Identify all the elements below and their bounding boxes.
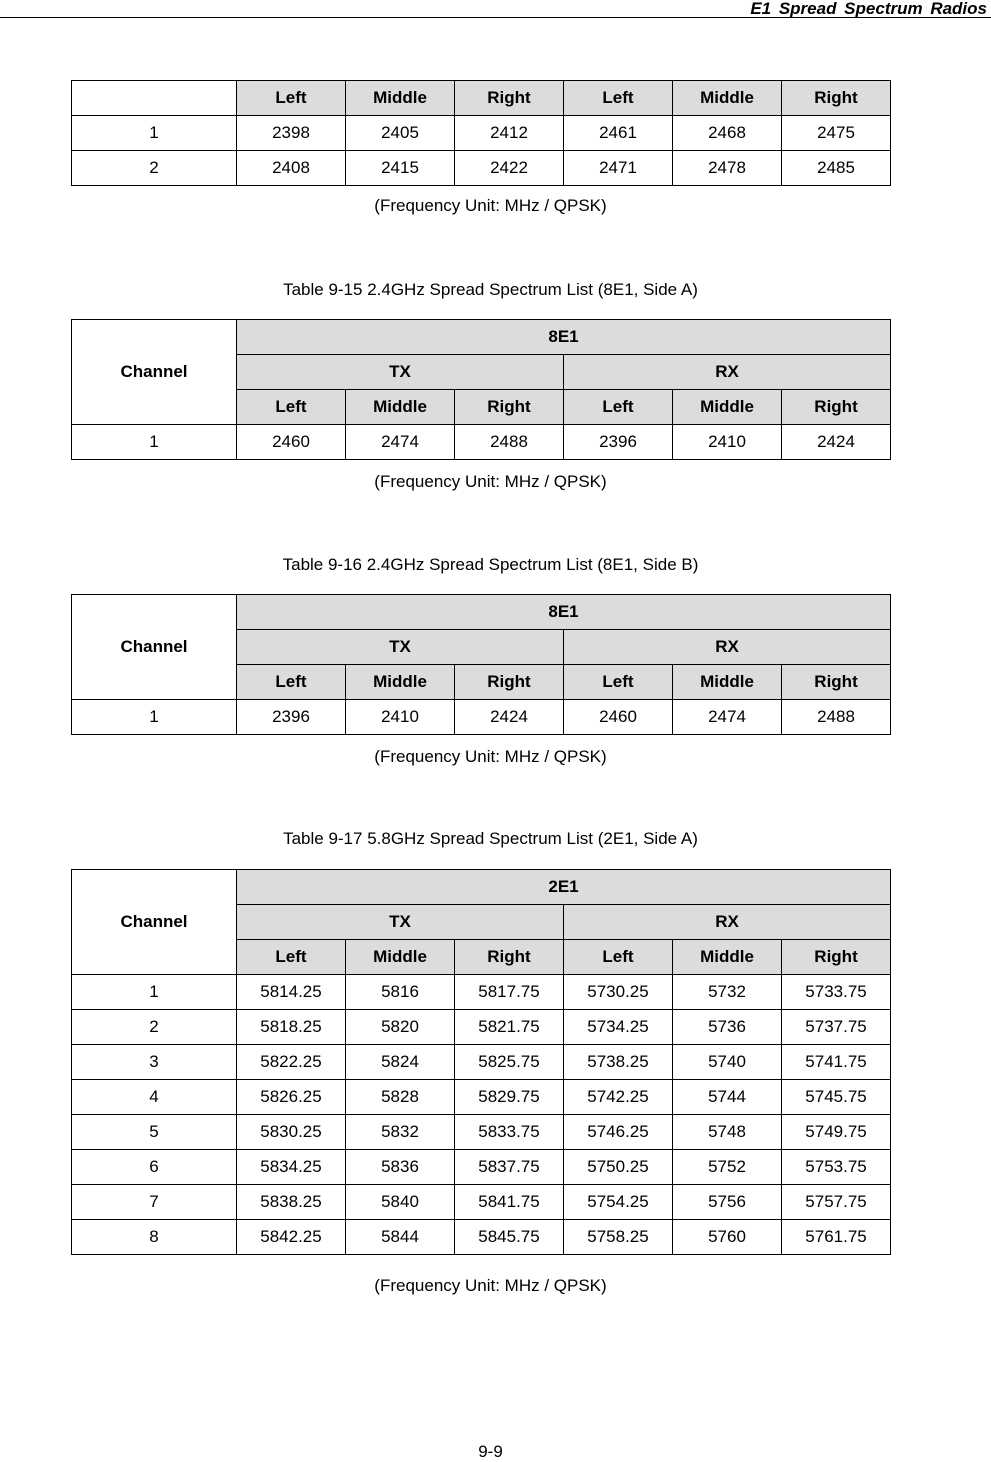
column-header-rx-left: Left: [564, 665, 673, 700]
column-header-rx-left: Left: [564, 81, 673, 116]
group-header: 8E1: [237, 595, 891, 630]
column-header-rx-right: Right: [782, 940, 891, 975]
column-header-rx-right: Right: [782, 665, 891, 700]
frequency-cell: 2474: [346, 425, 455, 460]
frequency-cell: 5744: [673, 1080, 782, 1115]
frequency-cell: 5753.75: [782, 1150, 891, 1185]
column-header-rx-middle: Middle: [673, 390, 782, 425]
table-row: [72, 1080, 891, 1115]
column-header-blank: [72, 81, 237, 116]
frequency-cell: 5818.25: [237, 1010, 346, 1045]
frequency-cell: 5832: [346, 1115, 455, 1150]
channel-cell: 5: [72, 1115, 237, 1150]
frequency-table-9-17: [71, 869, 891, 1255]
frequency-cell: 2474: [673, 700, 782, 735]
frequency-cell: 2405: [346, 116, 455, 151]
frequency-cell: 5756: [673, 1185, 782, 1220]
column-header-tx-middle: Middle: [346, 665, 455, 700]
column-header-rx-middle: Middle: [673, 81, 782, 116]
table-row: [72, 1010, 891, 1045]
frequency-cell: 5746.25: [564, 1115, 673, 1150]
rx-header: RX: [564, 355, 891, 390]
frequency-cell: 2396: [564, 425, 673, 460]
channel-cell: 7: [72, 1185, 237, 1220]
frequency-cell: 2471: [564, 151, 673, 186]
column-header-tx-middle: Middle: [346, 940, 455, 975]
table-row: [72, 1045, 891, 1080]
frequency-cell: 2460: [237, 425, 346, 460]
table-header-row: [72, 595, 891, 630]
frequency-cell: 5741.75: [782, 1045, 891, 1080]
column-header-tx-right: Right: [455, 665, 564, 700]
frequency-cell: 5760: [673, 1220, 782, 1255]
column-header-tx-middle: Middle: [346, 81, 455, 116]
channel-cell: 1: [72, 425, 237, 460]
group-header: 8E1: [237, 320, 891, 355]
frequency-cell: 5748: [673, 1115, 782, 1150]
table-caption: Table 9-16 2.4GHz Spread Spectrum List (8E1, Side B): [282, 555, 699, 574]
frequency-cell: 5742.25: [564, 1080, 673, 1115]
channel-header: Channel: [72, 870, 237, 975]
column-header-rx-left: Left: [564, 940, 673, 975]
frequency-cell: 5734.25: [564, 1010, 673, 1045]
frequency-cell: 5749.75: [782, 1115, 891, 1150]
frequency-cell: 5750.25: [564, 1150, 673, 1185]
column-header-tx-middle: Middle: [346, 390, 455, 425]
frequency-cell: 5826.25: [237, 1080, 346, 1115]
frequency-cell: 5761.75: [782, 1220, 891, 1255]
table-row: [72, 425, 891, 460]
frequency-cell: 5841.75: [455, 1185, 564, 1220]
frequency-cell: 5825.75: [455, 1045, 564, 1080]
frequency-cell: 5816: [346, 975, 455, 1010]
frequency-cell: 5840: [346, 1185, 455, 1220]
frequency-unit-note: (Frequency Unit: MHz / QPSK): [374, 472, 607, 491]
table-body: [72, 116, 891, 186]
channel-header: Channel: [72, 595, 237, 700]
channel-cell: 1: [72, 975, 237, 1010]
frequency-cell: 5732: [673, 975, 782, 1010]
frequency-cell: 5752: [673, 1150, 782, 1185]
tx-header: TX: [237, 355, 564, 390]
frequency-cell: 2488: [782, 700, 891, 735]
table-row: [72, 151, 891, 186]
table-row: [72, 975, 891, 1010]
frequency-cell: 5821.75: [455, 1010, 564, 1045]
rx-header: RX: [564, 905, 891, 940]
table-header-row: [72, 870, 891, 905]
frequency-table-9-16: [71, 594, 891, 735]
frequency-cell: 2485: [782, 151, 891, 186]
frequency-cell: 5838.25: [237, 1185, 346, 1220]
frequency-table-9-15: [71, 319, 891, 460]
frequency-cell: 2478: [673, 151, 782, 186]
column-header-tx-left: Left: [237, 390, 346, 425]
frequency-cell: 5754.25: [564, 1185, 673, 1220]
table-row: [72, 116, 891, 151]
frequency-cell: 5824: [346, 1045, 455, 1080]
frequency-cell: 5836: [346, 1150, 455, 1185]
frequency-cell: 2410: [673, 425, 782, 460]
tx-header: TX: [237, 630, 564, 665]
table-row: [72, 1185, 891, 1220]
table-row: [72, 1150, 891, 1185]
channel-cell: 8: [72, 1220, 237, 1255]
frequency-cell: 5738.25: [564, 1045, 673, 1080]
column-header-tx-left: Left: [237, 665, 346, 700]
frequency-cell: 5845.75: [455, 1220, 564, 1255]
column-header-rx-right: Right: [782, 390, 891, 425]
channel-cell: 2: [72, 1010, 237, 1045]
frequency-cell: 5758.25: [564, 1220, 673, 1255]
frequency-cell: 2415: [346, 151, 455, 186]
frequency-unit-note: (Frequency Unit: MHz / QPSK): [374, 1276, 607, 1295]
frequency-cell: 5820: [346, 1010, 455, 1045]
running-header: [0, 0, 991, 18]
column-header-tx-right: Right: [455, 390, 564, 425]
frequency-cell: 2424: [455, 700, 564, 735]
frequency-cell: 5745.75: [782, 1080, 891, 1115]
table-row: [72, 1220, 891, 1255]
frequency-table-continued: [71, 80, 891, 186]
column-header-rx-middle: Middle: [673, 940, 782, 975]
frequency-unit-note: (Frequency Unit: MHz / QPSK): [374, 196, 607, 215]
channel-cell: 1: [72, 116, 237, 151]
frequency-cell: 5842.25: [237, 1220, 346, 1255]
frequency-cell: 2410: [346, 700, 455, 735]
tx-header: TX: [237, 905, 564, 940]
frequency-cell: 5837.75: [455, 1150, 564, 1185]
frequency-cell: 2396: [237, 700, 346, 735]
frequency-cell: 2488: [455, 425, 564, 460]
column-header-rx-left: Left: [564, 390, 673, 425]
frequency-cell: 5817.75: [455, 975, 564, 1010]
column-header-rx-middle: Middle: [673, 665, 782, 700]
column-header-tx-right: Right: [455, 940, 564, 975]
running-header-title: E1 Spread Spectrum Radios: [750, 0, 987, 18]
frequency-cell: 2460: [564, 700, 673, 735]
frequency-cell: 5757.75: [782, 1185, 891, 1220]
table-body: [72, 425, 891, 460]
table-header-row: [72, 81, 891, 116]
group-header: 2E1: [237, 870, 891, 905]
table-caption: Table 9-17 5.8GHz Spread Spectrum List (2E1, Side A): [283, 829, 698, 848]
frequency-cell: 2468: [673, 116, 782, 151]
frequency-cell: 5844: [346, 1220, 455, 1255]
frequency-cell: 5833.75: [455, 1115, 564, 1150]
frequency-cell: 2398: [237, 116, 346, 151]
channel-cell: 3: [72, 1045, 237, 1080]
frequency-unit-note: (Frequency Unit: MHz / QPSK): [374, 747, 607, 766]
page-number: 9-9: [478, 1442, 503, 1461]
frequency-cell: 5828: [346, 1080, 455, 1115]
table-body: [72, 975, 891, 1255]
channel-header: Channel: [72, 320, 237, 425]
channel-cell: 1: [72, 700, 237, 735]
table-header-row: [72, 320, 891, 355]
frequency-cell: 5834.25: [237, 1150, 346, 1185]
frequency-cell: 2475: [782, 116, 891, 151]
frequency-cell: 5733.75: [782, 975, 891, 1010]
channel-cell: 6: [72, 1150, 237, 1185]
frequency-cell: 5829.75: [455, 1080, 564, 1115]
frequency-cell: 5740: [673, 1045, 782, 1080]
frequency-cell: 2412: [455, 116, 564, 151]
column-header-tx-right: Right: [455, 81, 564, 116]
frequency-cell: 2422: [455, 151, 564, 186]
frequency-cell: 2408: [237, 151, 346, 186]
rx-header: RX: [564, 630, 891, 665]
frequency-cell: 5730.25: [564, 975, 673, 1010]
table-caption: Table 9-15 2.4GHz Spread Spectrum List (8E1, Side A): [283, 280, 698, 299]
column-header-tx-left: Left: [237, 81, 346, 116]
frequency-cell: 5737.75: [782, 1010, 891, 1045]
column-header-tx-left: Left: [237, 940, 346, 975]
channel-cell: 2: [72, 151, 237, 186]
frequency-cell: 2424: [782, 425, 891, 460]
frequency-cell: 5830.25: [237, 1115, 346, 1150]
frequency-cell: 5736: [673, 1010, 782, 1045]
frequency-cell: 5814.25: [237, 975, 346, 1010]
table-body: [72, 700, 891, 735]
column-header-rx-right: Right: [782, 81, 891, 116]
table-row: [72, 700, 891, 735]
frequency-cell: 5822.25: [237, 1045, 346, 1080]
frequency-cell: 2461: [564, 116, 673, 151]
channel-cell: 4: [72, 1080, 237, 1115]
table-row: [72, 1115, 891, 1150]
